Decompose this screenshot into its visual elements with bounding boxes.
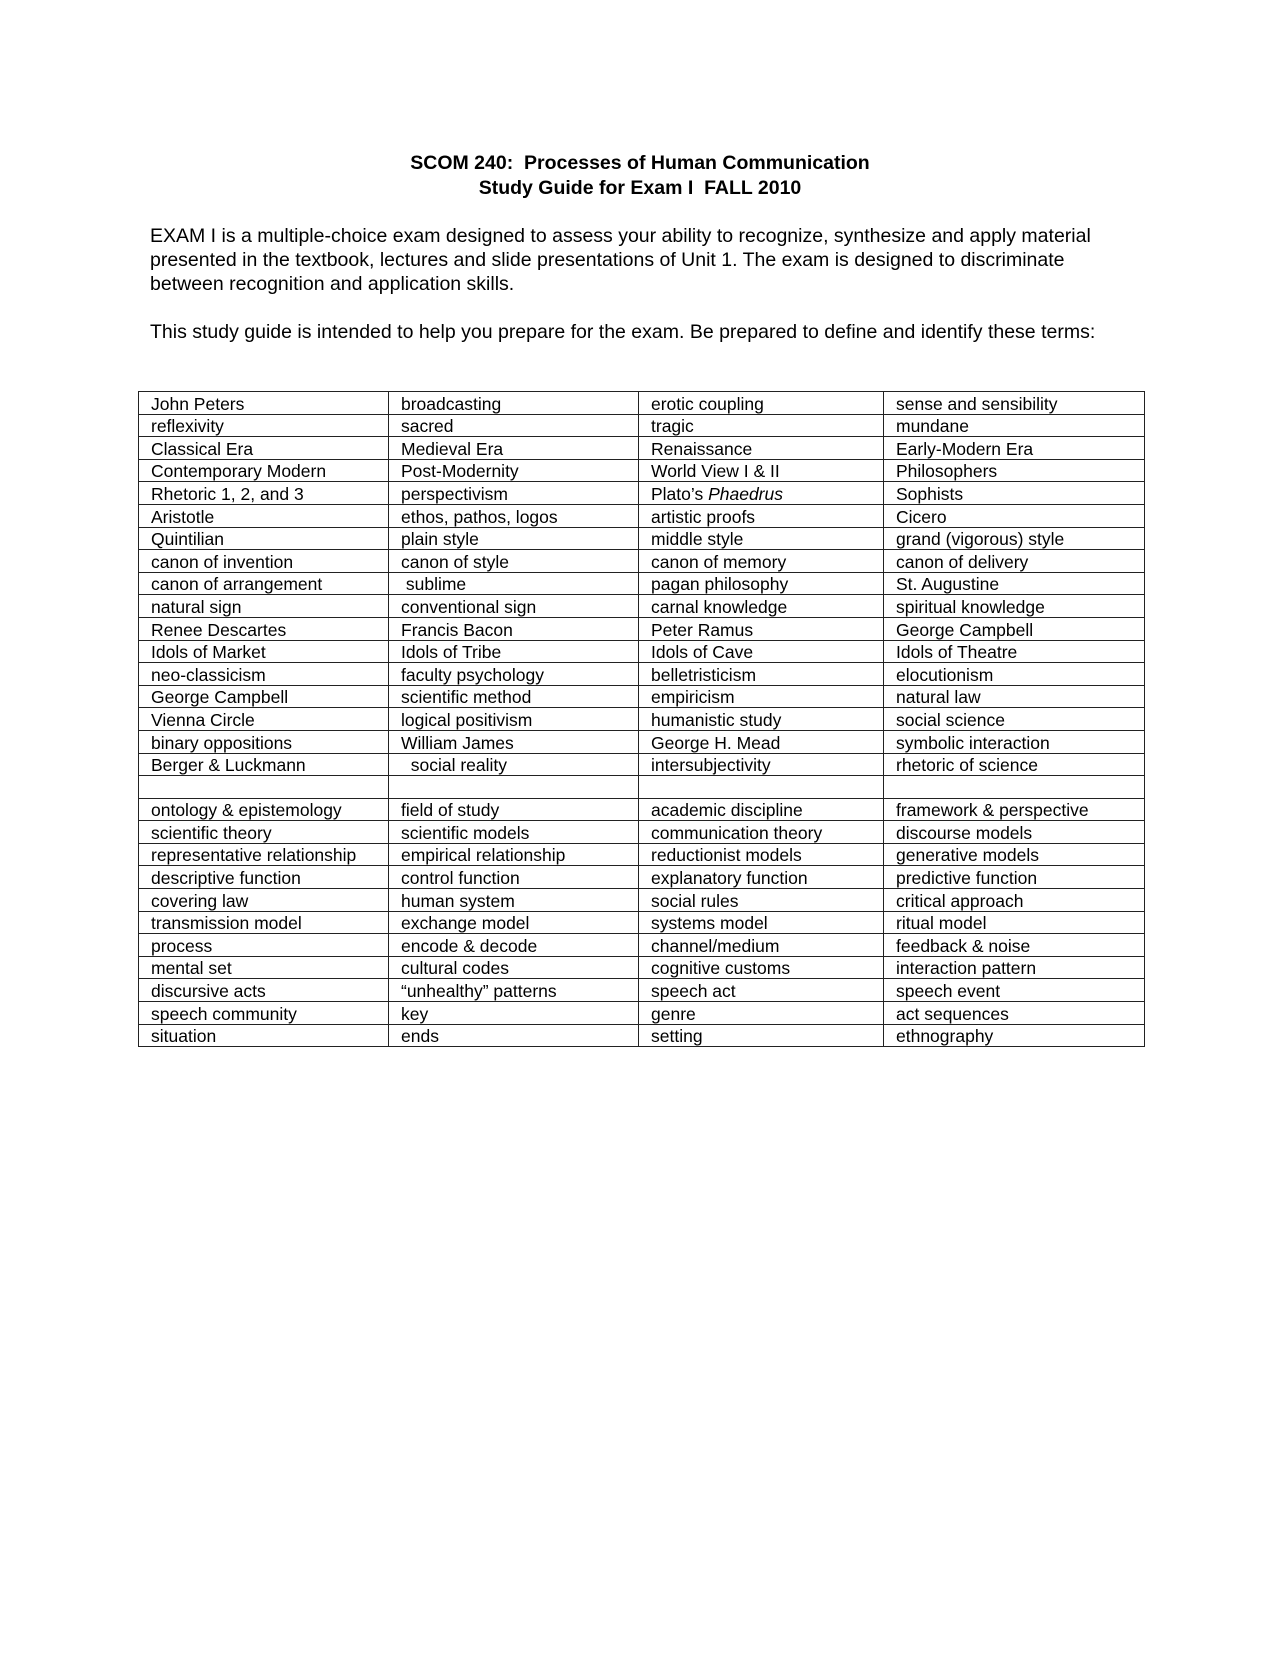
term-cell: George H. Mead [639,730,884,753]
term-cell: ontology & epistemology [139,798,389,821]
term-cell: Renaissance [639,437,884,460]
term-cell: Rhetoric 1, 2, and 3 [139,482,389,505]
term-cell: carnal knowledge [639,595,884,618]
term-cell: Idols of Market [139,640,389,663]
term-cell: setting [639,1024,884,1047]
term-cell [389,776,639,799]
term-cell: Contemporary Modern [139,459,389,482]
document-title [0,151,1280,201]
term-cell: Cicero [884,504,1145,527]
term-cell: canon of delivery [884,550,1145,573]
study-guide-title: Study Guide for Exam I FALL 2010 [478,177,802,199]
term-cell: St. Augustine [884,572,1145,595]
term-cell: “unhealthy” patterns [389,979,639,1002]
table-row [139,482,1145,505]
terms-table [138,391,1145,1047]
term-cell: conventional sign [389,595,639,618]
term-cell: ethnography [884,1024,1145,1047]
term-cell: Idols of Tribe [389,640,639,663]
term-cell: natural law [884,685,1145,708]
table-row [139,663,1145,686]
term-cell: middle style [639,527,884,550]
term-cell: channel/medium [639,934,884,957]
term-cell: situation [139,1024,389,1047]
table-row [139,459,1145,482]
table-row [139,1024,1145,1047]
term-cell [139,776,389,799]
table-row [139,392,1145,415]
term-cell: empiricism [639,685,884,708]
table-row [139,1002,1145,1025]
term-cell: Early-Modern Era [884,437,1145,460]
term-cell: interaction pattern [884,956,1145,979]
term-cell: control function [389,866,639,889]
term-cell: Philosophers [884,459,1145,482]
term-cell: erotic coupling [639,392,884,415]
table-row [139,504,1145,527]
term-cell: canon of arrangement [139,572,389,595]
table-row [139,437,1145,460]
term-cell: feedback & noise [884,934,1145,957]
term-cell: Quintilian [139,527,389,550]
term-cell: intersubjectivity [639,753,884,776]
term-cell: rhetoric of science [884,753,1145,776]
term-cell: scientific theory [139,821,389,844]
term-cell: critical approach [884,889,1145,912]
term-cell: faculty psychology [389,663,639,686]
term-cell: predictive function [884,866,1145,889]
term-cell: scientific models [389,821,639,844]
table-row [139,821,1145,844]
table-row [139,753,1145,776]
table-row [139,934,1145,957]
term-cell: tragic [639,414,884,437]
term-cell: framework & perspective [884,798,1145,821]
term-cell: discursive acts [139,979,389,1002]
term-cell: speech event [884,979,1145,1002]
term-cell: ritual model [884,911,1145,934]
term-cell: empirical relationship [389,843,639,866]
term-cell: Peter Ramus [639,617,884,640]
term-cell [639,776,884,799]
study-guide-instructions-paragraph: This study guide is intended to help you prepare for the exam. Be prepared to define and identify these terms: [150,321,1096,343]
term-cell: descriptive function [139,866,389,889]
term-cell: social rules [639,889,884,912]
term-cell: binary oppositions [139,730,389,753]
term-cell: Post-Modernity [389,459,639,482]
term-cell: cognitive customs [639,956,884,979]
term-cell: canon of invention [139,550,389,573]
term-cell: speech community [139,1002,389,1025]
term-cell: process [139,934,389,957]
term-cell: grand (vigorous) style [884,527,1145,550]
term-cell: sacred [389,414,639,437]
term-cell: genre [639,1002,884,1025]
term-cell: perspectivism [389,482,639,505]
term-cell: Vienna Circle [139,708,389,731]
term-cell: communication theory [639,821,884,844]
term-cell: broadcasting [389,392,639,415]
exam-description-paragraph: EXAM I is a multiple-choice exam designed to assess your ability to recognize, synthesize and apply material presented in the textbook, lectures and slide presentations of Unit 1. The exam is designed to discriminate between recognition and application skills. [150,225,1091,295]
term-cell: transmission model [139,911,389,934]
term-cell: Plato’s Phaedrus [639,482,884,505]
term-cell: John Peters [139,392,389,415]
term-cell: speech act [639,979,884,1002]
terms-table-body [139,392,1145,1047]
term-cell: elocutionism [884,663,1145,686]
term-cell [884,776,1145,799]
term-cell: George Campbell [884,617,1145,640]
term-cell: neo-classicism [139,663,389,686]
term-cell: humanistic study [639,708,884,731]
term-cell: Berger & Luckmann [139,753,389,776]
table-row [139,640,1145,663]
table-row [139,798,1145,821]
term-cell: sublime [389,572,639,595]
term-cell: exchange model [389,911,639,934]
table-row [139,956,1145,979]
term-cell: Medieval Era [389,437,639,460]
table-row [139,889,1145,912]
table-row [139,843,1145,866]
term-cell: ends [389,1024,639,1047]
term-cell: ethos, pathos, logos [389,504,639,527]
term-cell: plain style [389,527,639,550]
term-cell: academic discipline [639,798,884,821]
term-cell: Classical Era [139,437,389,460]
term-cell: natural sign [139,595,389,618]
term-cell: Idols of Theatre [884,640,1145,663]
term-cell: George Campbell [139,685,389,708]
term-cell: systems model [639,911,884,934]
italic-title: Phaedrus [708,483,783,504]
term-cell: canon of memory [639,550,884,573]
term-cell: William James [389,730,639,753]
term-cell: Renee Descartes [139,617,389,640]
table-row [139,595,1145,618]
term-cell: covering law [139,889,389,912]
table-row [139,708,1145,731]
term-cell: Francis Bacon [389,617,639,640]
term-cell: human system [389,889,639,912]
course-title: SCOM 240: Processes of Human Communication [410,152,870,174]
term-cell: Idols of Cave [639,640,884,663]
term-cell: World View I & II [639,459,884,482]
term-cell: discourse models [884,821,1145,844]
term-cell: canon of style [389,550,639,573]
term-cell: pagan philosophy [639,572,884,595]
table-row [139,866,1145,889]
table-row [139,685,1145,708]
table-row [139,527,1145,550]
term-cell: field of study [389,798,639,821]
term-cell: generative models [884,843,1145,866]
term-cell: mundane [884,414,1145,437]
table-row [139,776,1145,799]
term-cell: cultural codes [389,956,639,979]
term-cell: explanatory function [639,866,884,889]
table-row [139,572,1145,595]
term-cell: representative relationship [139,843,389,866]
term-cell: key [389,1002,639,1025]
table-row [139,979,1145,1002]
term-cell: belletristicism [639,663,884,686]
term-cell: Sophists [884,482,1145,505]
term-cell: encode & decode [389,934,639,957]
term-cell: social reality [389,753,639,776]
term-cell: logical positivism [389,708,639,731]
term-cell: reflexivity [139,414,389,437]
term-cell: reductionist models [639,843,884,866]
table-row [139,911,1145,934]
table-row [139,730,1145,753]
term-cell: scientific method [389,685,639,708]
table-row [139,414,1145,437]
term-cell: Aristotle [139,504,389,527]
term-cell: act sequences [884,1002,1145,1025]
table-row [139,550,1145,573]
table-row [139,617,1145,640]
term-cell: spiritual knowledge [884,595,1145,618]
term-cell: artistic proofs [639,504,884,527]
term-cell: symbolic interaction [884,730,1145,753]
term-cell: sense and sensibility [884,392,1145,415]
term-cell: social science [884,708,1145,731]
term-cell: mental set [139,956,389,979]
